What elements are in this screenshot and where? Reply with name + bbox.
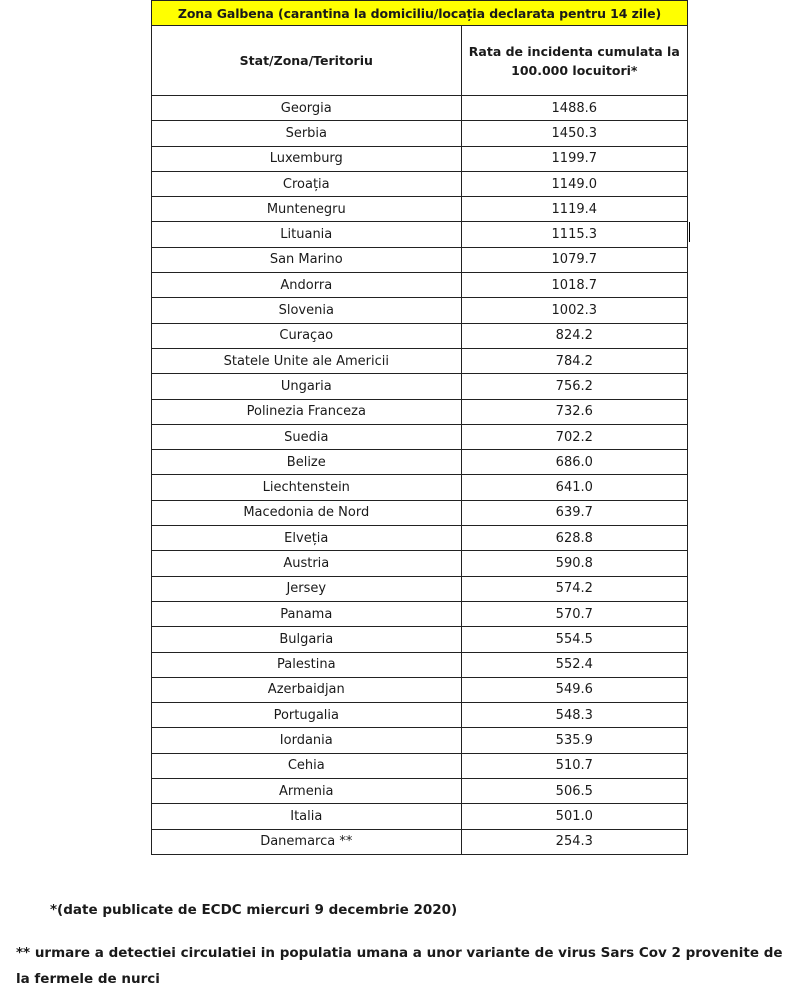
column-header-rate-line1: Rata de incidenta cumulata la [468,43,680,59]
table-row [152,804,688,829]
country-cell: Statele Unite ale Americii [152,348,462,373]
table-row [152,753,688,778]
rate-cell: 1018.7 [461,273,687,298]
rate-cell: 641.0 [461,475,687,500]
country-cell: Lituania [152,222,462,247]
table-row [152,551,688,576]
footnote-mink-variant: ** urmare a detectiei circulatiei in populatia umana a unor variante de virus Sars Cov 2 provenite de la fermele de nurci [16,945,783,987]
rate-cell: 784.2 [461,348,687,373]
country-cell: Andorra [152,273,462,298]
table-row [152,703,688,728]
table-row [152,450,688,475]
table-row [152,829,688,854]
country-cell: Croația [152,171,462,196]
table-title: Zona Galbena (carantina la domiciliu/locația declarata pentru 14 zile) [152,1,688,26]
table-row [152,576,688,601]
country-cell: Curaçao [152,323,462,348]
table-row [152,323,688,348]
table-row [152,500,688,525]
rate-cell: 824.2 [461,323,687,348]
rate-cell: 570.7 [461,601,687,626]
rate-cell: 702.2 [461,424,687,449]
country-cell: Muntenegru [152,197,462,222]
rate-cell: 1079.7 [461,247,687,272]
rate-cell: 574.2 [461,576,687,601]
rate-cell: 686.0 [461,450,687,475]
table-row [152,424,688,449]
rate-cell: 501.0 [461,804,687,829]
table-row [152,121,688,146]
table-row [152,526,688,551]
table-row [152,96,688,121]
country-cell: Suedia [152,424,462,449]
country-cell: Armenia [152,779,462,804]
country-cell: Bulgaria [152,627,462,652]
table-row [152,348,688,373]
rate-cell: 254.3 [461,829,687,854]
rate-cell: 1488.6 [461,96,687,121]
rate-cell: 1002.3 [461,298,687,323]
column-header-rate [461,26,687,96]
country-cell: Belize [152,450,462,475]
country-cell: Iordania [152,728,462,753]
table-row [152,728,688,753]
country-cell: Macedonia de Nord [152,500,462,525]
country-cell: Jersey [152,576,462,601]
country-cell: Azerbaidjan [152,677,462,702]
table-row [152,247,688,272]
rate-cell: 628.8 [461,526,687,551]
rate-cell: 552.4 [461,652,687,677]
rate-cell: 590.8 [461,551,687,576]
rate-cell: 639.7 [461,500,687,525]
country-cell: Ungaria [152,374,462,399]
country-cell: Austria [152,551,462,576]
table-row [152,652,688,677]
table-row [152,779,688,804]
table-row [152,273,688,298]
table-body [152,96,688,855]
rate-cell: 1199.7 [461,146,687,171]
table-row [152,197,688,222]
country-cell: Serbia [152,121,462,146]
table-row [152,627,688,652]
country-cell: Georgia [152,96,462,121]
rate-cell: 1149.0 [461,171,687,196]
rate-cell: 535.9 [461,728,687,753]
country-cell: Palestina [152,652,462,677]
country-cell: Slovenia [152,298,462,323]
rate-cell: 506.5 [461,779,687,804]
country-cell: Elveția [152,526,462,551]
rate-cell: 548.3 [461,703,687,728]
rate-cell: 756.2 [461,374,687,399]
rate-cell: 510.7 [461,753,687,778]
table-row [152,222,688,247]
table-row [152,601,688,626]
country-cell: Polinezia Franceza [152,399,462,424]
table-row [152,475,688,500]
table-row [152,298,688,323]
country-cell: Luxemburg [152,146,462,171]
rate-cell: 549.6 [461,677,687,702]
country-cell: Italia [152,804,462,829]
rate-cell: 1450.3 [461,121,687,146]
country-cell: Liechtenstein [152,475,462,500]
table-row [152,374,688,399]
footnote-ecdc-date: *(date publicate de ECDC miercuri 9 decembrie 2020) [50,902,458,918]
country-cell: San Marino [152,247,462,272]
country-cell: Cehia [152,753,462,778]
country-cell: Danemarca ** [152,829,462,854]
rate-cell: 1119.4 [461,197,687,222]
column-header-rate-line2: 100.000 locuitori* [511,62,638,78]
table-row [152,171,688,196]
country-cell: Panama [152,601,462,626]
table-row [152,677,688,702]
country-cell: Portugalia [152,703,462,728]
column-header-country: Stat/Zona/Teritoriu [152,26,462,96]
rate-cell: 732.6 [461,399,687,424]
table-row [152,146,688,171]
rate-cell: 1115.3 [461,222,687,247]
table-row [152,399,688,424]
rate-cell: 554.5 [461,627,687,652]
yellow-zone-table [151,0,688,855]
text-cursor-mark [689,222,690,242]
